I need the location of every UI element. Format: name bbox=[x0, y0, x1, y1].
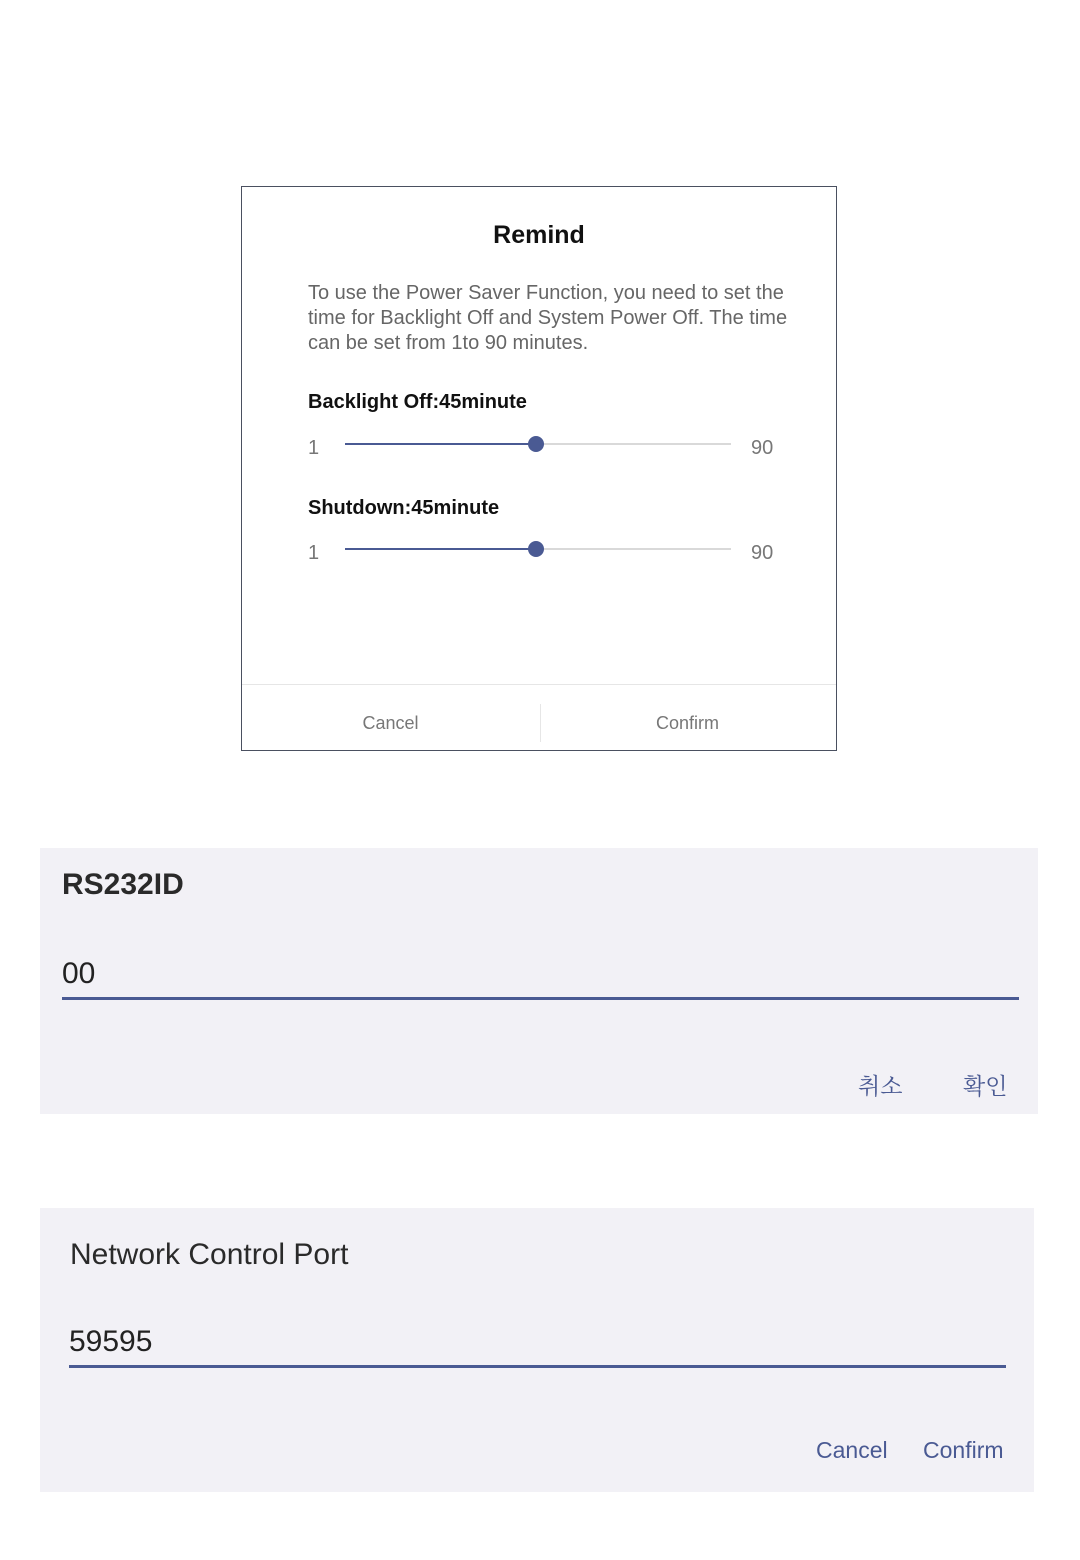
network-port-cancel-button[interactable]: Cancel bbox=[816, 1437, 888, 1463]
network-control-port-dialog bbox=[40, 1208, 1034, 1492]
network-port-confirm-button[interactable]: Confirm bbox=[923, 1437, 1004, 1463]
shutdown-slider[interactable] bbox=[345, 548, 731, 550]
backlight-off-slider[interactable] bbox=[345, 443, 731, 445]
backlight-slider-min: 1 bbox=[308, 437, 320, 459]
rs232id-confirm-button[interactable]: 확인 bbox=[963, 1073, 1008, 1099]
remind-dialog-button-bar bbox=[242, 684, 836, 750]
shutdown-slider-thumb[interactable] bbox=[528, 541, 544, 557]
network-control-port-input[interactable] bbox=[69, 1318, 1006, 1368]
network-control-port-title: Network Control Port bbox=[70, 1238, 349, 1271]
rs232id-input[interactable] bbox=[62, 950, 1019, 1000]
remind-dialog-description: To use the Power Saver Function, you need to set the time for Backlight Off and System Power Off. The time can be set from 1to 90 minutes. bbox=[308, 282, 788, 354]
backlight-slider-fill bbox=[345, 443, 536, 445]
shutdown-slider-max: 90 bbox=[751, 542, 774, 564]
rs232id-dialog bbox=[40, 848, 1038, 1114]
shutdown-label: Shutdown:45minute bbox=[308, 497, 500, 519]
rs232id-dialog-title: RS232ID bbox=[62, 868, 184, 901]
backlight-slider-max: 90 bbox=[751, 437, 774, 459]
confirm-button[interactable]: Confirm bbox=[655, 713, 719, 733]
backlight-off-label: Backlight Off:45minute bbox=[308, 391, 527, 413]
cancel-button[interactable]: Cancel bbox=[362, 713, 419, 733]
shutdown-slider-fill bbox=[345, 548, 536, 550]
rs232id-cancel-button[interactable]: 취소 bbox=[858, 1073, 903, 1099]
backlight-slider-thumb[interactable] bbox=[528, 436, 544, 452]
remind-dialog bbox=[241, 186, 837, 751]
shutdown-slider-min: 1 bbox=[308, 542, 320, 564]
remind-dialog-title: Remind bbox=[493, 221, 585, 249]
